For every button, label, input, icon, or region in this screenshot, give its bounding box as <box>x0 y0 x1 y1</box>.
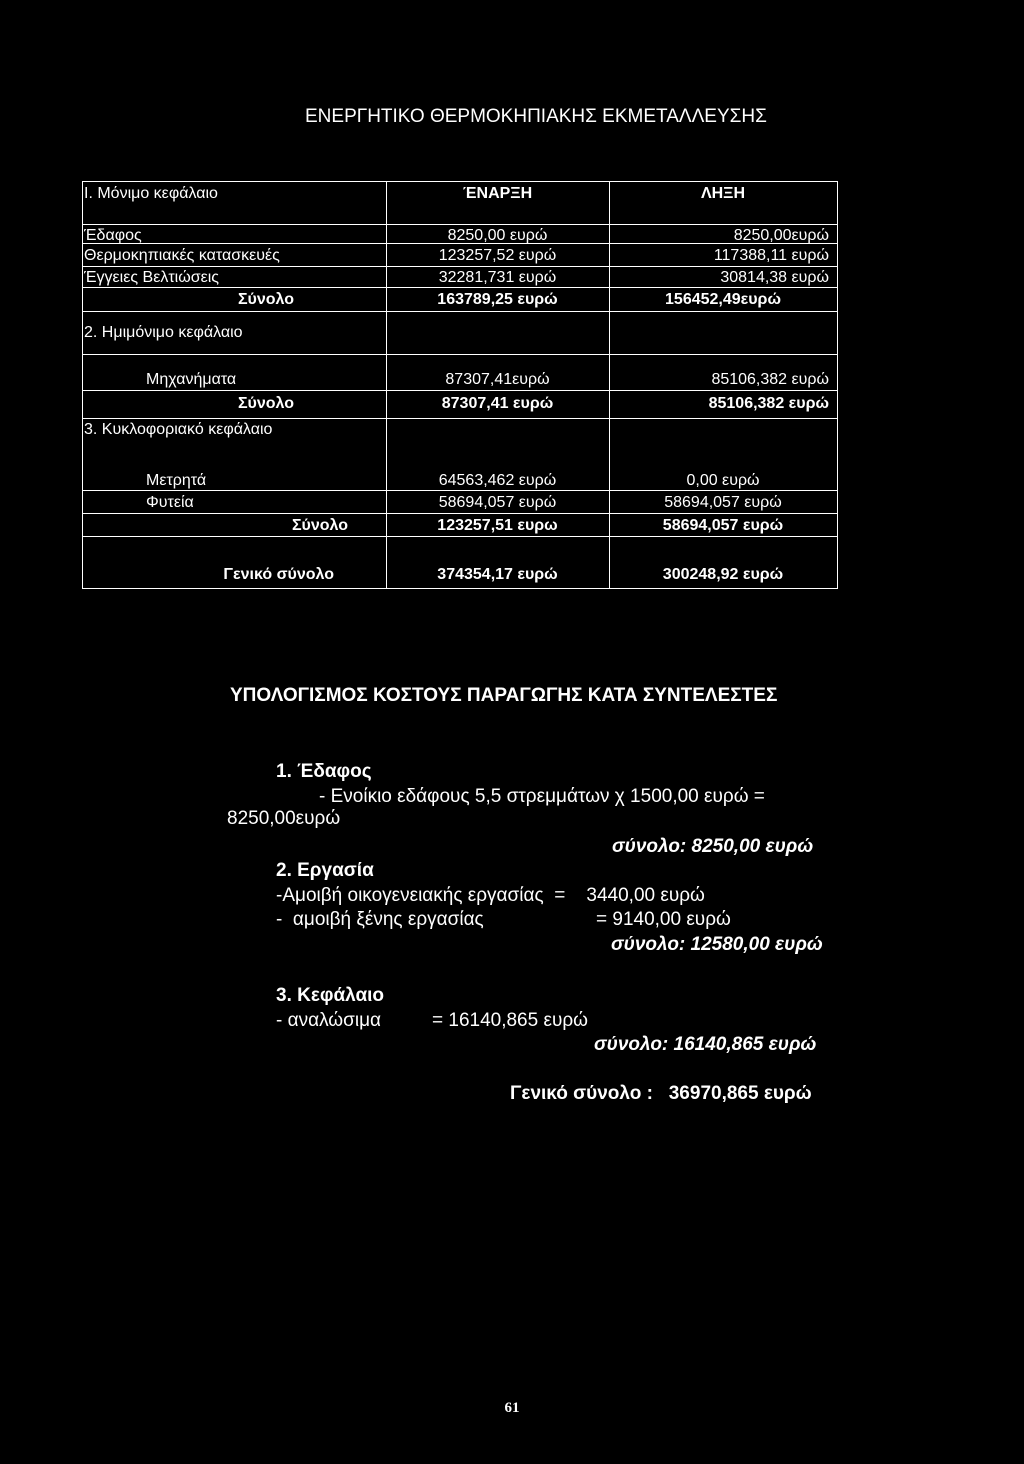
row-label: Φυτεία <box>146 494 194 511</box>
table-row-line <box>82 536 838 537</box>
row-start-value: 8250,00 ευρώ <box>447 227 548 244</box>
page-number: 61 <box>504 1400 520 1416</box>
circ-total-end: 58694,057 ευρώ <box>662 517 784 534</box>
row-label: Μηχανήματα <box>146 371 237 388</box>
circ-total-label: Σύνολο <box>291 517 348 534</box>
row-start-value: 87307,41ευρώ <box>445 371 550 388</box>
cost-grand-total: Γενικό σύνολο : 36970,865 ευρώ <box>510 1083 812 1104</box>
capital-heading: 3. Κεφάλαιο <box>276 985 385 1006</box>
land-heading: 1. Έδαφος <box>276 761 372 782</box>
row-end-value: 58694,057 ευρώ <box>664 494 782 511</box>
table-row-line <box>82 418 838 419</box>
assets-table <box>82 181 838 589</box>
row-start-value: 123257,52 ευρώ <box>438 247 557 264</box>
column-header-start: ΈΝΑΡΞΗ <box>462 185 533 202</box>
row-end-value: 30814,38 ευρώ <box>720 269 829 286</box>
capital-value: = 16140,865 ευρώ <box>432 1010 588 1031</box>
row-start-value: 64563,462 ευρώ <box>438 472 557 489</box>
circ-total-start: 123257,51 ευρω <box>437 517 558 534</box>
table-right-border <box>837 181 838 589</box>
row-label: Έγγειες Βελτιώσεις <box>84 269 219 286</box>
table-row-line <box>82 513 838 514</box>
cost-section-title: ΥΠΟΛΟΓΙΣΜΟΣ ΚΟΣΤΟΥΣ ΠΑΡΑΓΩΓΗΣ ΚΑΤΑ ΣΥΝΤΕΛΕΣΤΕΣ <box>230 685 778 706</box>
capital-line: - αναλώσιμα <box>276 1010 382 1031</box>
labor-heading: 2. Εργασία <box>276 860 374 881</box>
table-top-border <box>82 181 838 182</box>
row-end-value: 117388,11 ευρώ <box>713 247 829 264</box>
labor-foreign-line: - αμοιβή ξένης εργασίας <box>276 909 484 930</box>
semi-total-label: Σύνολο <box>237 395 294 412</box>
grand-total-end: 300248,92 ευρώ <box>662 566 784 583</box>
semi-total-start: 87307,41 ευρώ <box>441 395 554 412</box>
fixed-total-start: 163789,25 ευρώ <box>437 291 558 308</box>
row-label: Μετρητά <box>146 472 207 489</box>
row-start-value: 32281,731 ευρώ <box>438 269 557 286</box>
section-header-semi: 2. Ημιμόνιμο κεφάλαιο <box>84 324 243 341</box>
fixed-total-end: 156452,49ευρώ <box>665 291 781 308</box>
semi-total-end: 85106,382 ευρώ <box>708 395 829 412</box>
fixed-total-label: Σύνολο <box>237 291 294 308</box>
labor-foreign-value: = 9140,00 ευρώ <box>596 909 731 930</box>
land-line-continued: 8250,00ευρώ <box>227 808 341 829</box>
labor-total: σύνολο: 12580,00 ευρώ <box>611 934 823 955</box>
table-row-line <box>82 266 838 267</box>
section-header-fixed: Ι. Μόνιμο κεφάλαιο <box>84 185 218 202</box>
grand-total-label: Γενικό σύνολο <box>223 566 334 583</box>
row-end-value: 0,00 ευρώ <box>686 472 760 489</box>
table-row-line <box>82 390 838 391</box>
capital-total: σύνολο: 16140,865 ευρώ <box>594 1034 817 1055</box>
table-row-line <box>82 311 838 312</box>
section-header-circulating: 3. Κυκλοφοριακό κεφάλαιο <box>84 421 273 438</box>
row-end-value: 85106,382 ευρώ <box>711 371 829 388</box>
land-line: - Ενοίκιο εδάφους 5,5 στρεμμάτων χ 1500,00 ευρώ = <box>319 786 765 807</box>
table-row-line <box>82 490 838 491</box>
table-row-line <box>82 354 838 355</box>
table-header-border <box>82 224 838 225</box>
labor-family-line: -Αμοιβή οικογενειακής εργασίας = 3440,00 ευρώ <box>276 885 705 906</box>
table-row-line <box>82 287 838 288</box>
column-header-end: ΛΗΞΗ <box>700 185 746 202</box>
row-start-value: 58694,057 ευρώ <box>438 494 557 511</box>
grand-total-start: 374354,17 ευρώ <box>437 566 558 583</box>
table-bottom-border <box>82 588 838 589</box>
row-label: Θερμοκηπιακές κατασκευές <box>84 247 280 264</box>
land-total: σύνολο: 8250,00 ευρώ <box>612 836 814 857</box>
page-title: ΕΝΕΡΓΗΤΙΚΟ ΘΕΡΜΟΚΗΠΙΑΚΗΣ ΕΚΜΕΤΑΛΛΕΥΣΗΣ <box>305 106 767 127</box>
row-label: Έδαφος <box>84 227 142 244</box>
row-end-value: 8250,00ευρώ <box>733 227 829 244</box>
